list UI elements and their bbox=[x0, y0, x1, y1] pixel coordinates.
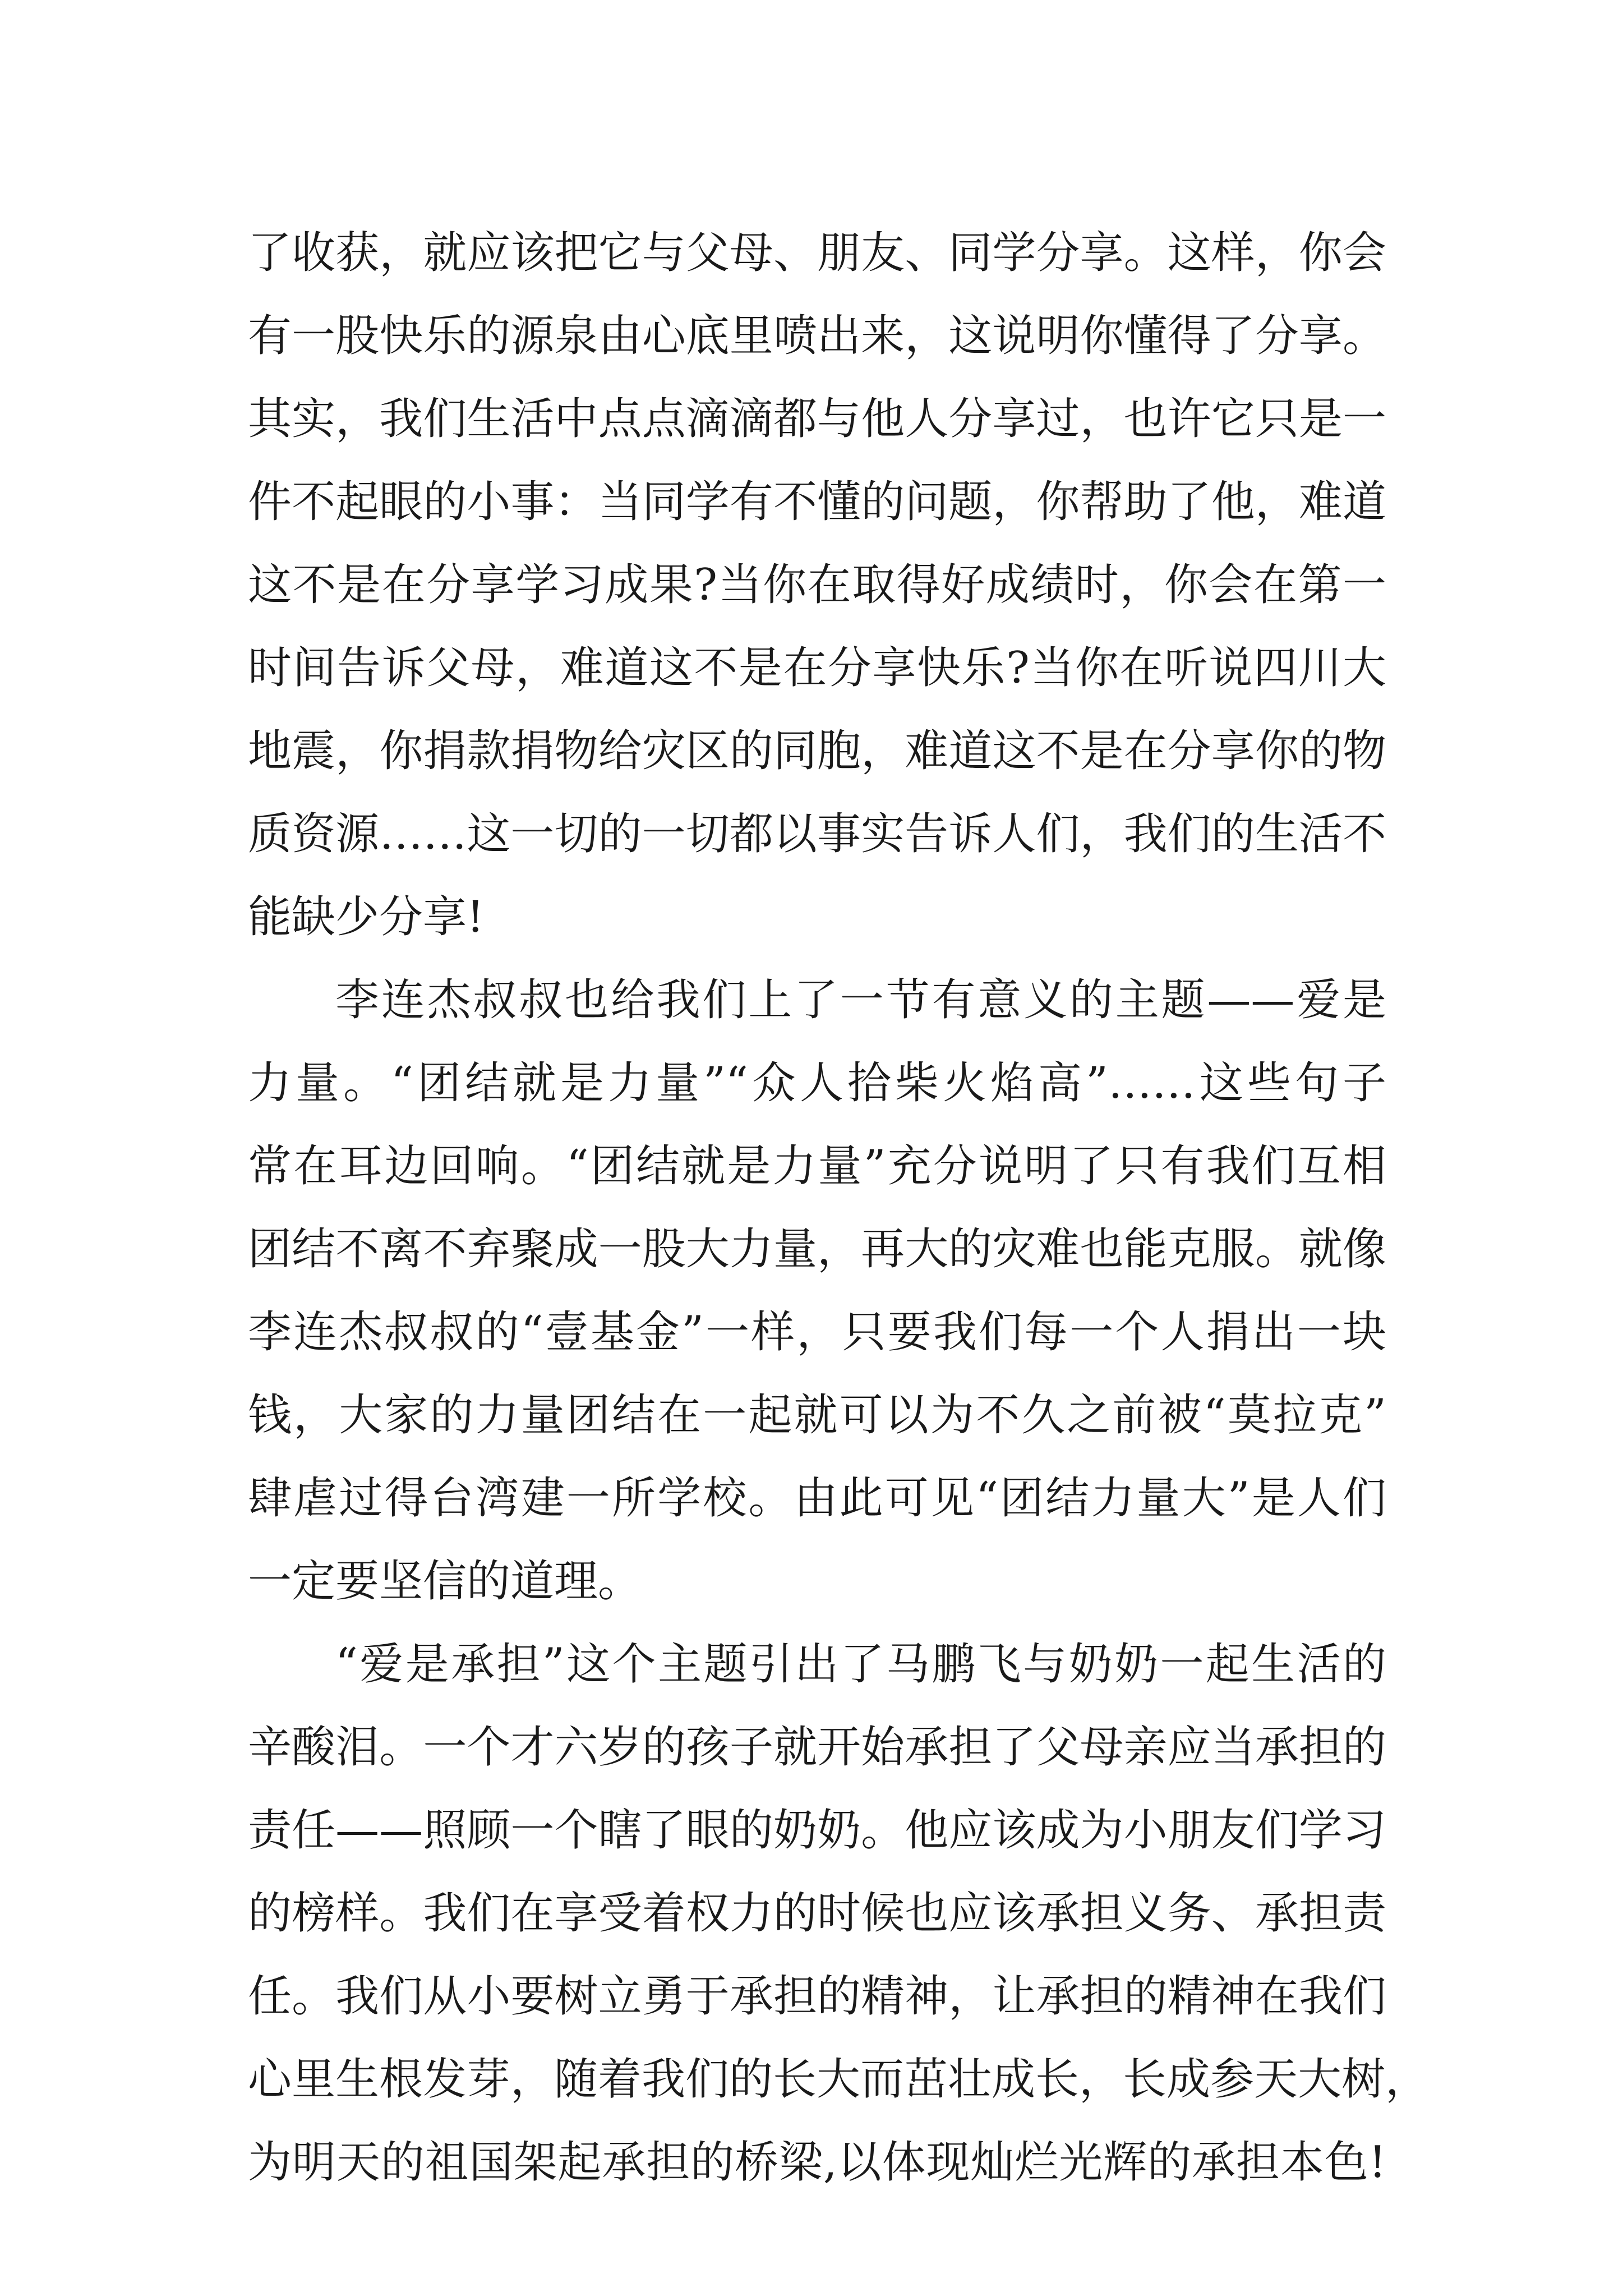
text-line: 地震，你捐款捐物给灾区的同胞，难道这不是在分享你的物 bbox=[248, 726, 1386, 776]
text-line: 件不起眼的小事：当同学有不懂的问题，你帮助了他，难道 bbox=[248, 477, 1386, 527]
body-text bbox=[248, 211, 1430, 2204]
paragraph-first-line: 李连杰叔叔也给我们上了一节有意义的主题——爱是 bbox=[335, 975, 1386, 1025]
text-line: 了收获，就应该把它与父母、朋友、同学分享。这样，你会 bbox=[248, 228, 1386, 278]
text-line: 质资源……这一切的一切都以事实告诉人们，我们的生活不 bbox=[248, 809, 1386, 859]
text-line: 的榜样。我们在享受着权力的时候也应该承担义务、承担责 bbox=[248, 1888, 1386, 1939]
text-line: 为明天的祖国架起承担的桥梁,以体现灿烂光辉的承担本色! bbox=[248, 2137, 1386, 2188]
text-line: 常在耳边回响。“团结就是力量”充分说明了只有我们互相 bbox=[248, 1141, 1386, 1191]
text-line: 能缺少分享! bbox=[248, 892, 485, 942]
text-line: 团结不离不弃聚成一股大力量，再大的灾难也能克服。就像 bbox=[248, 1224, 1386, 1274]
text-line: 辛酸泪。一个才六岁的孩子就开始承担了父母亲应当承担的 bbox=[248, 1722, 1386, 1773]
text-line: 责任——照顾一个瞎了眼的奶奶。他应该成为小朋友们学习 bbox=[248, 1805, 1386, 1856]
text-line: 其实，我们生活中点点滴滴都与他人分享过，也许它只是一 bbox=[248, 394, 1386, 444]
text-line: 心里生根发芽，随着我们的长大而茁壮成长，长成参天大树， bbox=[248, 2054, 1430, 2105]
text-line: 力量。“团结就是力量”“众人拾柴火焰高”……这些句子 bbox=[248, 1058, 1386, 1108]
text-line: 这不是在分享学习成果?当你在取得好成绩时，你会在第一 bbox=[248, 560, 1386, 610]
text-line: 时间告诉父母，难道这不是在分享快乐?当你在听说四川大 bbox=[248, 643, 1386, 693]
text-line: 有一股快乐的源泉由心底里喷出来，这说明你懂得了分享。 bbox=[248, 311, 1386, 361]
text-line: 钱，大家的力量团结在一起就可以为不久之前被“莫拉克” bbox=[248, 1390, 1386, 1441]
text-line: 李连杰叔叔的“壹基金”一样，只要我们每一个人捐出一块 bbox=[248, 1307, 1386, 1358]
text-line: 肆虐过得台湾建一所学校。由此可见“团结力量大”是人们 bbox=[248, 1473, 1386, 1524]
text-line: 任。我们从小要树立勇于承担的精神，让承担的精神在我们 bbox=[248, 1971, 1386, 2022]
text-line: 一定要坚信的道理。 bbox=[248, 1556, 642, 1607]
paragraph-first-line: “爱是承担”这个主题引出了马鹏飞与奶奶一起生活的 bbox=[335, 1639, 1386, 1690]
